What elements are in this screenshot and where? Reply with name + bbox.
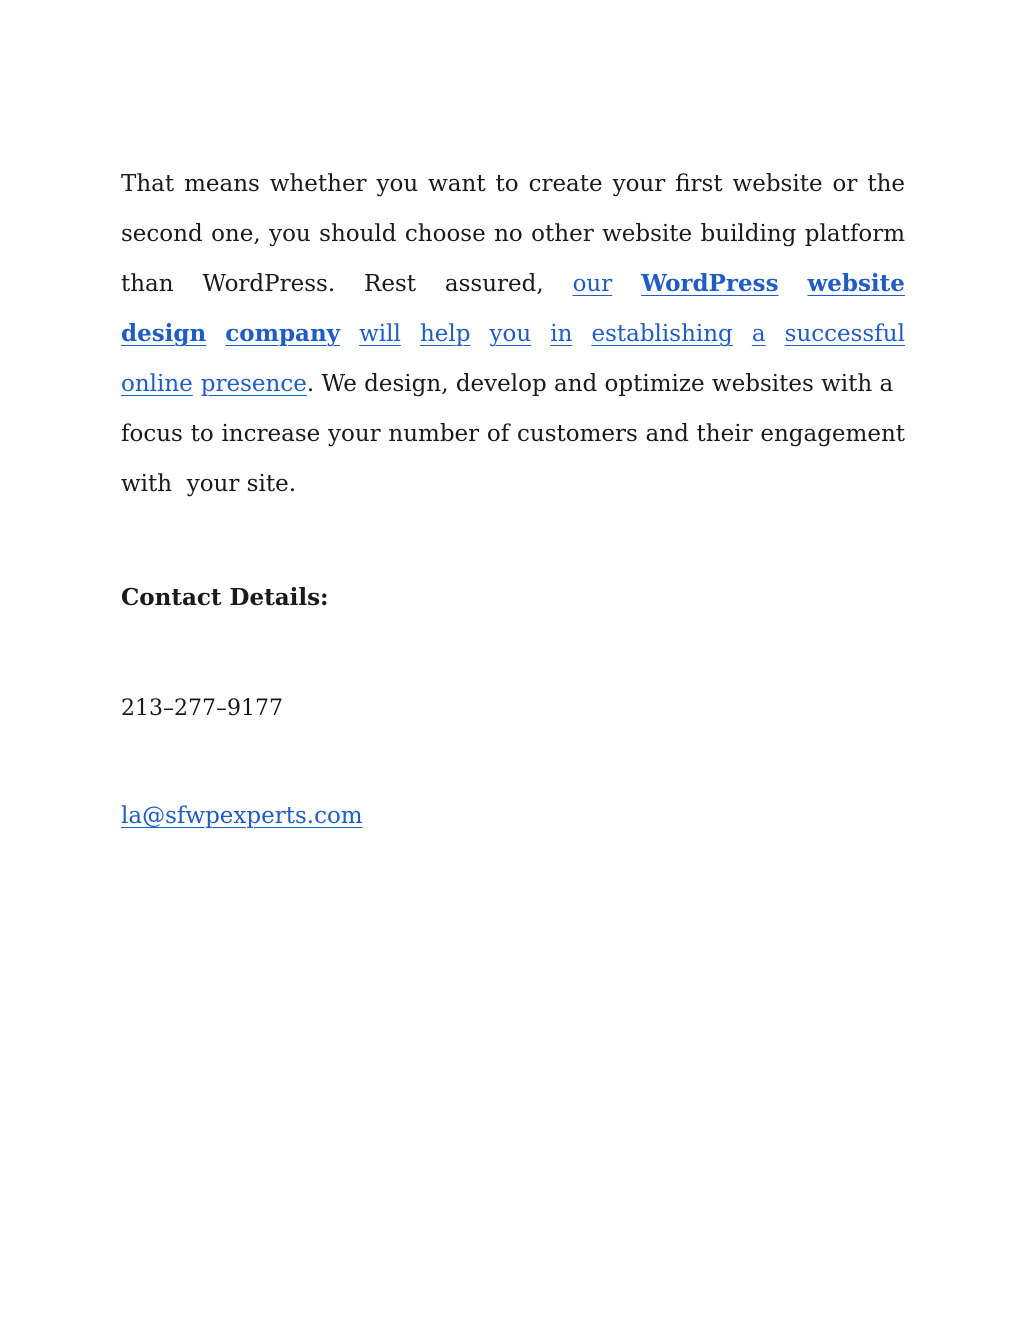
link-word-successful[interactable]: successful [784,321,905,347]
word-rest: Rest [364,271,417,297]
link-word-our[interactable]: our [572,271,613,297]
link-word-website[interactable]: website [807,270,905,297]
link-word-design[interactable]: design [121,320,207,347]
line-2-text: second one, you should choose no other website building platform [121,221,905,247]
link-word-presence[interactable]: presence [200,371,307,397]
contact-details-heading: Contact Details: [121,584,329,611]
link-word-help[interactable]: help [419,321,471,347]
intro-paragraph [121,159,905,509]
line-7-text: with your site. [121,471,297,497]
word-wordpress: WordPress. [202,271,336,297]
line-1-text: That means whether you want to create your first website or the [121,171,905,197]
line-5-rest: . We design, develop and optimize websites with a [306,371,894,397]
link-word-you[interactable]: you [489,321,532,347]
contact-phone: 213–277–9177 [121,696,283,721]
paragraph-line-6 [121,409,905,459]
contact-email-link[interactable]: la@sfwpexperts.com [121,803,363,829]
paragraph-line-5 [121,359,905,409]
paragraph-line-3 [121,259,905,309]
paragraph-line-2 [121,209,905,259]
paragraph-line-7 [121,459,905,509]
word-than: than [121,271,174,297]
paragraph-line-1 [121,159,905,209]
link-word-online[interactable]: online [121,371,193,397]
link-word-in[interactable]: in [550,321,573,347]
link-word-will[interactable]: will [359,321,401,347]
line-6-text: focus to increase your number of customers and their engagement [121,421,905,447]
link-word-company[interactable]: company [225,320,341,347]
paragraph-line-4 [121,309,905,359]
link-word-establishing[interactable]: establishing [591,321,733,347]
link-word-a[interactable]: a [751,321,766,347]
link-word-wordpress[interactable]: WordPress [641,270,779,297]
word-assured: assured, [444,271,544,297]
